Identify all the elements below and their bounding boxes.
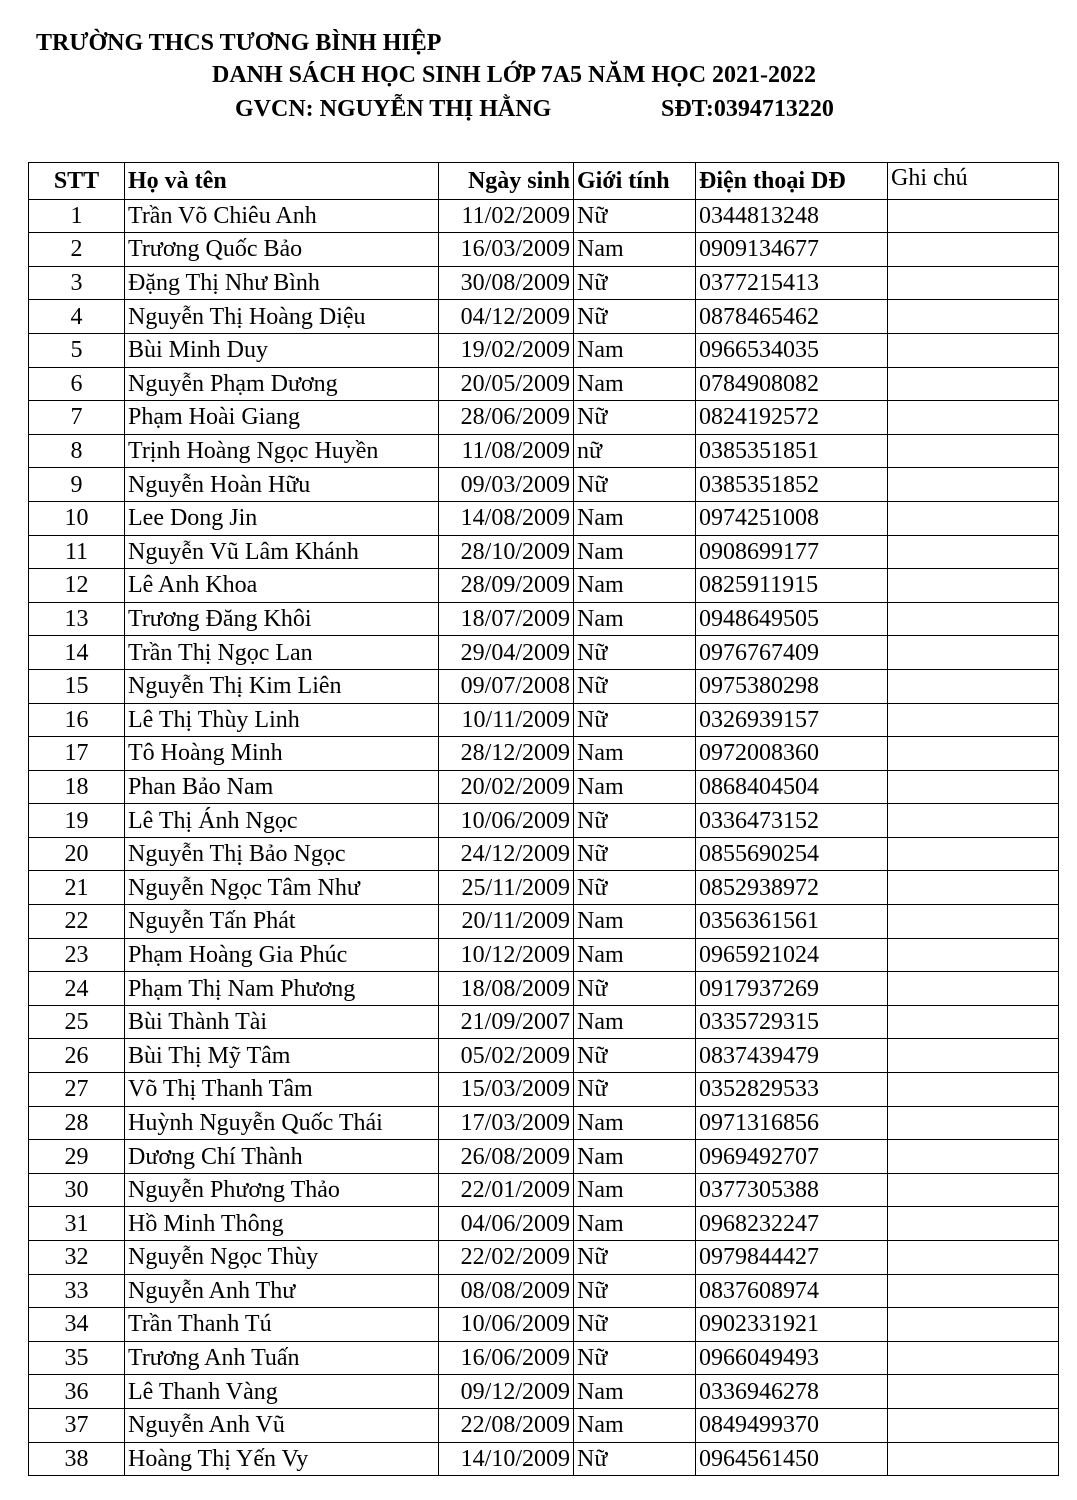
cell-phone: 0878465462 [696, 300, 888, 334]
cell-dob: 10/06/2009 [439, 1308, 574, 1342]
cell-note [888, 1073, 1059, 1107]
column-header-gender: Giới tính [574, 163, 696, 200]
cell-gender: Nữ [574, 703, 696, 737]
table-row [29, 1005, 1059, 1039]
cell-name: Nguyễn Phạm Dương [125, 367, 439, 401]
cell-gender: Nữ [574, 199, 696, 233]
cell-gender: Nam [574, 602, 696, 636]
cell-gender: Nữ [574, 804, 696, 838]
cell-name: Phạm Hoàng Gia Phúc [125, 938, 439, 972]
cell-stt: 17 [29, 737, 125, 771]
cell-stt: 16 [29, 703, 125, 737]
cell-name: Bùi Minh Duy [125, 333, 439, 367]
cell-stt: 7 [29, 401, 125, 435]
cell-note [888, 468, 1059, 502]
cell-note [888, 602, 1059, 636]
cell-name: Nguyễn Vũ Lâm Khánh [125, 535, 439, 569]
cell-phone: 0917937269 [696, 972, 888, 1006]
cell-gender: Nữ [574, 266, 696, 300]
cell-note [888, 233, 1059, 267]
cell-note [888, 1039, 1059, 1073]
cell-name: Trương Đăng Khôi [125, 602, 439, 636]
cell-name: Nguyễn Anh Thư [125, 1274, 439, 1308]
cell-stt: 21 [29, 871, 125, 905]
cell-name: Phạm Thị Nam Phương [125, 972, 439, 1006]
table-row [29, 602, 1059, 636]
table-row [29, 1173, 1059, 1207]
cell-gender: Nam [574, 737, 696, 771]
table-row [29, 905, 1059, 939]
table-row [29, 1408, 1059, 1442]
cell-gender: Nam [574, 233, 696, 267]
cell-dob: 08/08/2009 [439, 1274, 574, 1308]
cell-dob: 05/02/2009 [439, 1039, 574, 1073]
cell-dob: 18/07/2009 [439, 602, 574, 636]
cell-gender: Nữ [574, 636, 696, 670]
cell-phone: 0909134677 [696, 233, 888, 267]
cell-stt: 23 [29, 938, 125, 972]
cell-note [888, 1341, 1059, 1375]
cell-note [888, 333, 1059, 367]
cell-gender: Nam [574, 1207, 696, 1241]
cell-phone: 0326939157 [696, 703, 888, 737]
cell-name: Đặng Thị Như Bình [125, 266, 439, 300]
document-title: DANH SÁCH HỌC SINH LỚP 7A5 NĂM HỌC 2021-2022 [212, 62, 817, 88]
cell-phone: 0965921024 [696, 938, 888, 972]
cell-phone: 0968232247 [696, 1207, 888, 1241]
cell-phone: 0868404504 [696, 770, 888, 804]
cell-phone: 0974251008 [696, 501, 888, 535]
cell-name: Trần Thị Ngọc Lan [125, 636, 439, 670]
cell-dob: 11/02/2009 [439, 199, 574, 233]
school-name: TRƯỜNG THCS TƯƠNG BÌNH HIỆP [36, 30, 442, 56]
cell-stt: 15 [29, 669, 125, 703]
cell-stt: 8 [29, 434, 125, 468]
cell-stt: 9 [29, 468, 125, 502]
cell-phone: 0849499370 [696, 1408, 888, 1442]
cell-name: Lê Thị Ánh Ngọc [125, 804, 439, 838]
cell-phone: 0966534035 [696, 333, 888, 367]
cell-phone: 0837439479 [696, 1039, 888, 1073]
cell-name: Lê Anh Khoa [125, 569, 439, 603]
cell-phone: 0377215413 [696, 266, 888, 300]
cell-gender: Nam [574, 569, 696, 603]
cell-stt: 19 [29, 804, 125, 838]
cell-gender: Nữ [574, 669, 696, 703]
cell-stt: 38 [29, 1442, 125, 1476]
cell-note [888, 1442, 1059, 1476]
cell-note [888, 535, 1059, 569]
table-row [29, 1073, 1059, 1107]
cell-name: Hoàng Thị Yến Vy [125, 1442, 439, 1476]
cell-stt: 34 [29, 1308, 125, 1342]
cell-phone: 0976767409 [696, 636, 888, 670]
cell-dob: 15/03/2009 [439, 1073, 574, 1107]
table-row [29, 1442, 1059, 1476]
cell-gender: Nữ [574, 300, 696, 334]
cell-gender: Nữ [574, 1039, 696, 1073]
cell-phone: 0824192572 [696, 401, 888, 435]
cell-phone: 0979844427 [696, 1241, 888, 1275]
cell-gender: Nữ [574, 1341, 696, 1375]
cell-name: Bùi Thành Tài [125, 1005, 439, 1039]
cell-dob: 17/03/2009 [439, 1106, 574, 1140]
cell-stt: 27 [29, 1073, 125, 1107]
cell-name: Hồ Minh Thông [125, 1207, 439, 1241]
cell-gender: Nữ [574, 401, 696, 435]
cell-dob: 20/02/2009 [439, 770, 574, 804]
table-row [29, 1375, 1059, 1409]
cell-stt: 28 [29, 1106, 125, 1140]
cell-stt: 32 [29, 1241, 125, 1275]
table-row [29, 468, 1059, 502]
table-row [29, 401, 1059, 435]
cell-phone: 0948649505 [696, 602, 888, 636]
cell-note [888, 669, 1059, 703]
cell-dob: 14/08/2009 [439, 501, 574, 535]
cell-gender: Nữ [574, 972, 696, 1006]
cell-name: Nguyễn Tấn Phát [125, 905, 439, 939]
table-row [29, 233, 1059, 267]
cell-note [888, 1005, 1059, 1039]
cell-name: Lê Thị Thùy Linh [125, 703, 439, 737]
cell-name: Nguyễn Ngọc Thùy [125, 1241, 439, 1275]
cell-name: Lee Dong Jin [125, 501, 439, 535]
cell-note [888, 1274, 1059, 1308]
cell-stt: 3 [29, 266, 125, 300]
cell-gender: Nam [574, 770, 696, 804]
cell-note [888, 1375, 1059, 1409]
cell-name: Phan Bảo Nam [125, 770, 439, 804]
table-row [29, 1207, 1059, 1241]
cell-phone: 0385351851 [696, 434, 888, 468]
cell-gender: Nam [574, 367, 696, 401]
cell-dob: 21/09/2007 [439, 1005, 574, 1039]
cell-dob: 19/02/2009 [439, 333, 574, 367]
cell-stt: 13 [29, 602, 125, 636]
cell-dob: 22/01/2009 [439, 1173, 574, 1207]
cell-stt: 4 [29, 300, 125, 334]
cell-note [888, 905, 1059, 939]
cell-stt: 2 [29, 233, 125, 267]
cell-note [888, 837, 1059, 871]
cell-name: Lê Thanh Vàng [125, 1375, 439, 1409]
cell-phone: 0335729315 [696, 1005, 888, 1039]
cell-phone: 0969492707 [696, 1140, 888, 1174]
cell-name: Nguyễn Thị Bảo Ngọc [125, 837, 439, 871]
cell-phone: 0855690254 [696, 837, 888, 871]
cell-note [888, 636, 1059, 670]
cell-gender: Nam [574, 333, 696, 367]
cell-dob: 20/11/2009 [439, 905, 574, 939]
cell-note [888, 501, 1059, 535]
cell-note [888, 300, 1059, 334]
cell-dob: 28/06/2009 [439, 401, 574, 435]
cell-gender: Nam [574, 1375, 696, 1409]
cell-stt: 22 [29, 905, 125, 939]
table-row [29, 569, 1059, 603]
table-header-row [29, 163, 1059, 200]
cell-name: Trương Quốc Bảo [125, 233, 439, 267]
cell-stt: 20 [29, 837, 125, 871]
cell-phone: 0352829533 [696, 1073, 888, 1107]
cell-phone: 0837608974 [696, 1274, 888, 1308]
cell-phone: 0385351852 [696, 468, 888, 502]
cell-dob: 10/11/2009 [439, 703, 574, 737]
cell-stt: 14 [29, 636, 125, 670]
cell-dob: 09/12/2009 [439, 1375, 574, 1409]
cell-dob: 20/05/2009 [439, 367, 574, 401]
cell-note [888, 1173, 1059, 1207]
cell-dob: 10/06/2009 [439, 804, 574, 838]
cell-dob: 28/10/2009 [439, 535, 574, 569]
cell-dob: 18/08/2009 [439, 972, 574, 1006]
cell-stt: 5 [29, 333, 125, 367]
table-row [29, 972, 1059, 1006]
table-row [29, 669, 1059, 703]
table-row [29, 266, 1059, 300]
cell-gender: Nữ [574, 468, 696, 502]
cell-phone: 0344813248 [696, 199, 888, 233]
cell-note [888, 434, 1059, 468]
cell-dob: 16/03/2009 [439, 233, 574, 267]
cell-dob: 30/08/2009 [439, 266, 574, 300]
cell-note [888, 1408, 1059, 1442]
cell-stt: 29 [29, 1140, 125, 1174]
table-row [29, 1341, 1059, 1375]
cell-note [888, 938, 1059, 972]
cell-dob: 09/03/2009 [439, 468, 574, 502]
cell-name: Nguyễn Thị Kim Liên [125, 669, 439, 703]
cell-note [888, 770, 1059, 804]
table-row [29, 1039, 1059, 1073]
cell-phone: 0825911915 [696, 569, 888, 603]
cell-gender: Nam [574, 1106, 696, 1140]
cell-phone: 0336473152 [696, 804, 888, 838]
cell-dob: 25/11/2009 [439, 871, 574, 905]
cell-name: Trịnh Hoàng Ngọc Huyền [125, 434, 439, 468]
cell-stt: 10 [29, 501, 125, 535]
cell-note [888, 972, 1059, 1006]
cell-dob: 14/10/2009 [439, 1442, 574, 1476]
column-header-note: Ghi chú [888, 163, 1059, 200]
cell-name: Trần Võ Chiêu Anh [125, 199, 439, 233]
cell-phone: 0908699177 [696, 535, 888, 569]
table-row [29, 501, 1059, 535]
cell-note [888, 871, 1059, 905]
table-row [29, 871, 1059, 905]
cell-note [888, 1106, 1059, 1140]
cell-gender: Nam [574, 535, 696, 569]
cell-note [888, 1308, 1059, 1342]
student-table [28, 162, 1059, 1476]
cell-gender: Nữ [574, 1073, 696, 1107]
cell-gender: nữ [574, 434, 696, 468]
table-row [29, 737, 1059, 771]
table-row [29, 1241, 1059, 1275]
cell-phone: 0852938972 [696, 871, 888, 905]
cell-name: Nguyễn Hoàn Hữu [125, 468, 439, 502]
cell-name: Trương Anh Tuấn [125, 1341, 439, 1375]
table-row [29, 770, 1059, 804]
cell-phone: 0377305388 [696, 1173, 888, 1207]
cell-note [888, 266, 1059, 300]
cell-note [888, 703, 1059, 737]
cell-gender: Nữ [574, 837, 696, 871]
cell-gender: Nam [574, 501, 696, 535]
cell-gender: Nữ [574, 1274, 696, 1308]
cell-stt: 12 [29, 569, 125, 603]
cell-name: Huỳnh Nguyễn Quốc Thái [125, 1106, 439, 1140]
cell-gender: Nam [574, 1173, 696, 1207]
table-row [29, 434, 1059, 468]
cell-dob: 22/08/2009 [439, 1408, 574, 1442]
cell-phone: 0972008360 [696, 737, 888, 771]
cell-dob: 26/08/2009 [439, 1140, 574, 1174]
cell-stt: 31 [29, 1207, 125, 1241]
cell-stt: 24 [29, 972, 125, 1006]
table-row [29, 804, 1059, 838]
column-header-name: Họ và tên [125, 163, 439, 200]
cell-note [888, 1140, 1059, 1174]
cell-name: Bùi Thị Mỹ Tâm [125, 1039, 439, 1073]
cell-gender: Nam [574, 905, 696, 939]
cell-gender: Nam [574, 1140, 696, 1174]
table-row [29, 333, 1059, 367]
cell-stt: 26 [29, 1039, 125, 1073]
cell-gender: Nữ [574, 871, 696, 905]
cell-name: Nguyễn Phương Thảo [125, 1173, 439, 1207]
cell-dob: 16/06/2009 [439, 1341, 574, 1375]
table-row [29, 703, 1059, 737]
cell-stt: 30 [29, 1173, 125, 1207]
cell-note [888, 737, 1059, 771]
cell-phone: 0964561450 [696, 1442, 888, 1476]
column-header-phone: Điện thoại DĐ [696, 163, 888, 200]
cell-stt: 18 [29, 770, 125, 804]
table-row [29, 837, 1059, 871]
table-row [29, 367, 1059, 401]
cell-name: Trần Thanh Tú [125, 1308, 439, 1342]
cell-stt: 6 [29, 367, 125, 401]
homeroom-teacher: GVCN: NGUYỄN THỊ HẰNG [235, 96, 552, 122]
cell-stt: 11 [29, 535, 125, 569]
column-header-stt: STT [29, 163, 125, 200]
cell-stt: 35 [29, 1341, 125, 1375]
cell-phone: 0784908082 [696, 367, 888, 401]
table-row [29, 199, 1059, 233]
cell-phone: 0356361561 [696, 905, 888, 939]
cell-dob: 10/12/2009 [439, 938, 574, 972]
cell-dob: 28/12/2009 [439, 737, 574, 771]
cell-gender: Nam [574, 938, 696, 972]
cell-name: Nguyễn Anh Vũ [125, 1408, 439, 1442]
cell-name: Nguyễn Thị Hoàng Diệu [125, 300, 439, 334]
cell-dob: 04/06/2009 [439, 1207, 574, 1241]
cell-stt: 25 [29, 1005, 125, 1039]
cell-dob: 28/09/2009 [439, 569, 574, 603]
cell-stt: 37 [29, 1408, 125, 1442]
table-row [29, 1274, 1059, 1308]
cell-gender: Nữ [574, 1442, 696, 1476]
cell-gender: Nam [574, 1408, 696, 1442]
cell-note [888, 401, 1059, 435]
table-row [29, 636, 1059, 670]
cell-note [888, 804, 1059, 838]
cell-dob: 24/12/2009 [439, 837, 574, 871]
cell-note [888, 199, 1059, 233]
cell-phone: 0966049493 [696, 1341, 888, 1375]
cell-name: Võ Thị Thanh Tâm [125, 1073, 439, 1107]
cell-name: Nguyễn Ngọc Tâm Như [125, 871, 439, 905]
teacher-phone: SĐT:0394713220 [661, 96, 834, 122]
table-row [29, 938, 1059, 972]
cell-name: Phạm Hoài Giang [125, 401, 439, 435]
cell-gender: Nữ [574, 1308, 696, 1342]
table-row [29, 300, 1059, 334]
cell-note [888, 1241, 1059, 1275]
cell-phone: 0902331921 [696, 1308, 888, 1342]
cell-stt: 1 [29, 199, 125, 233]
cell-dob: 29/04/2009 [439, 636, 574, 670]
cell-dob: 11/08/2009 [439, 434, 574, 468]
cell-name: Dương Chí Thành [125, 1140, 439, 1174]
cell-note [888, 569, 1059, 603]
cell-note [888, 367, 1059, 401]
table-row [29, 1140, 1059, 1174]
cell-phone: 0975380298 [696, 669, 888, 703]
cell-dob: 09/07/2008 [439, 669, 574, 703]
cell-name: Tô Hoàng Minh [125, 737, 439, 771]
cell-phone: 0336946278 [696, 1375, 888, 1409]
cell-gender: Nữ [574, 1241, 696, 1275]
table-row [29, 535, 1059, 569]
column-header-dob: Ngày sinh [439, 163, 574, 200]
cell-dob: 04/12/2009 [439, 300, 574, 334]
cell-dob: 22/02/2009 [439, 1241, 574, 1275]
cell-gender: Nam [574, 1005, 696, 1039]
cell-phone: 0971316856 [696, 1106, 888, 1140]
table-row [29, 1106, 1059, 1140]
cell-note [888, 1207, 1059, 1241]
cell-stt: 36 [29, 1375, 125, 1409]
table-row [29, 1308, 1059, 1342]
cell-stt: 33 [29, 1274, 125, 1308]
